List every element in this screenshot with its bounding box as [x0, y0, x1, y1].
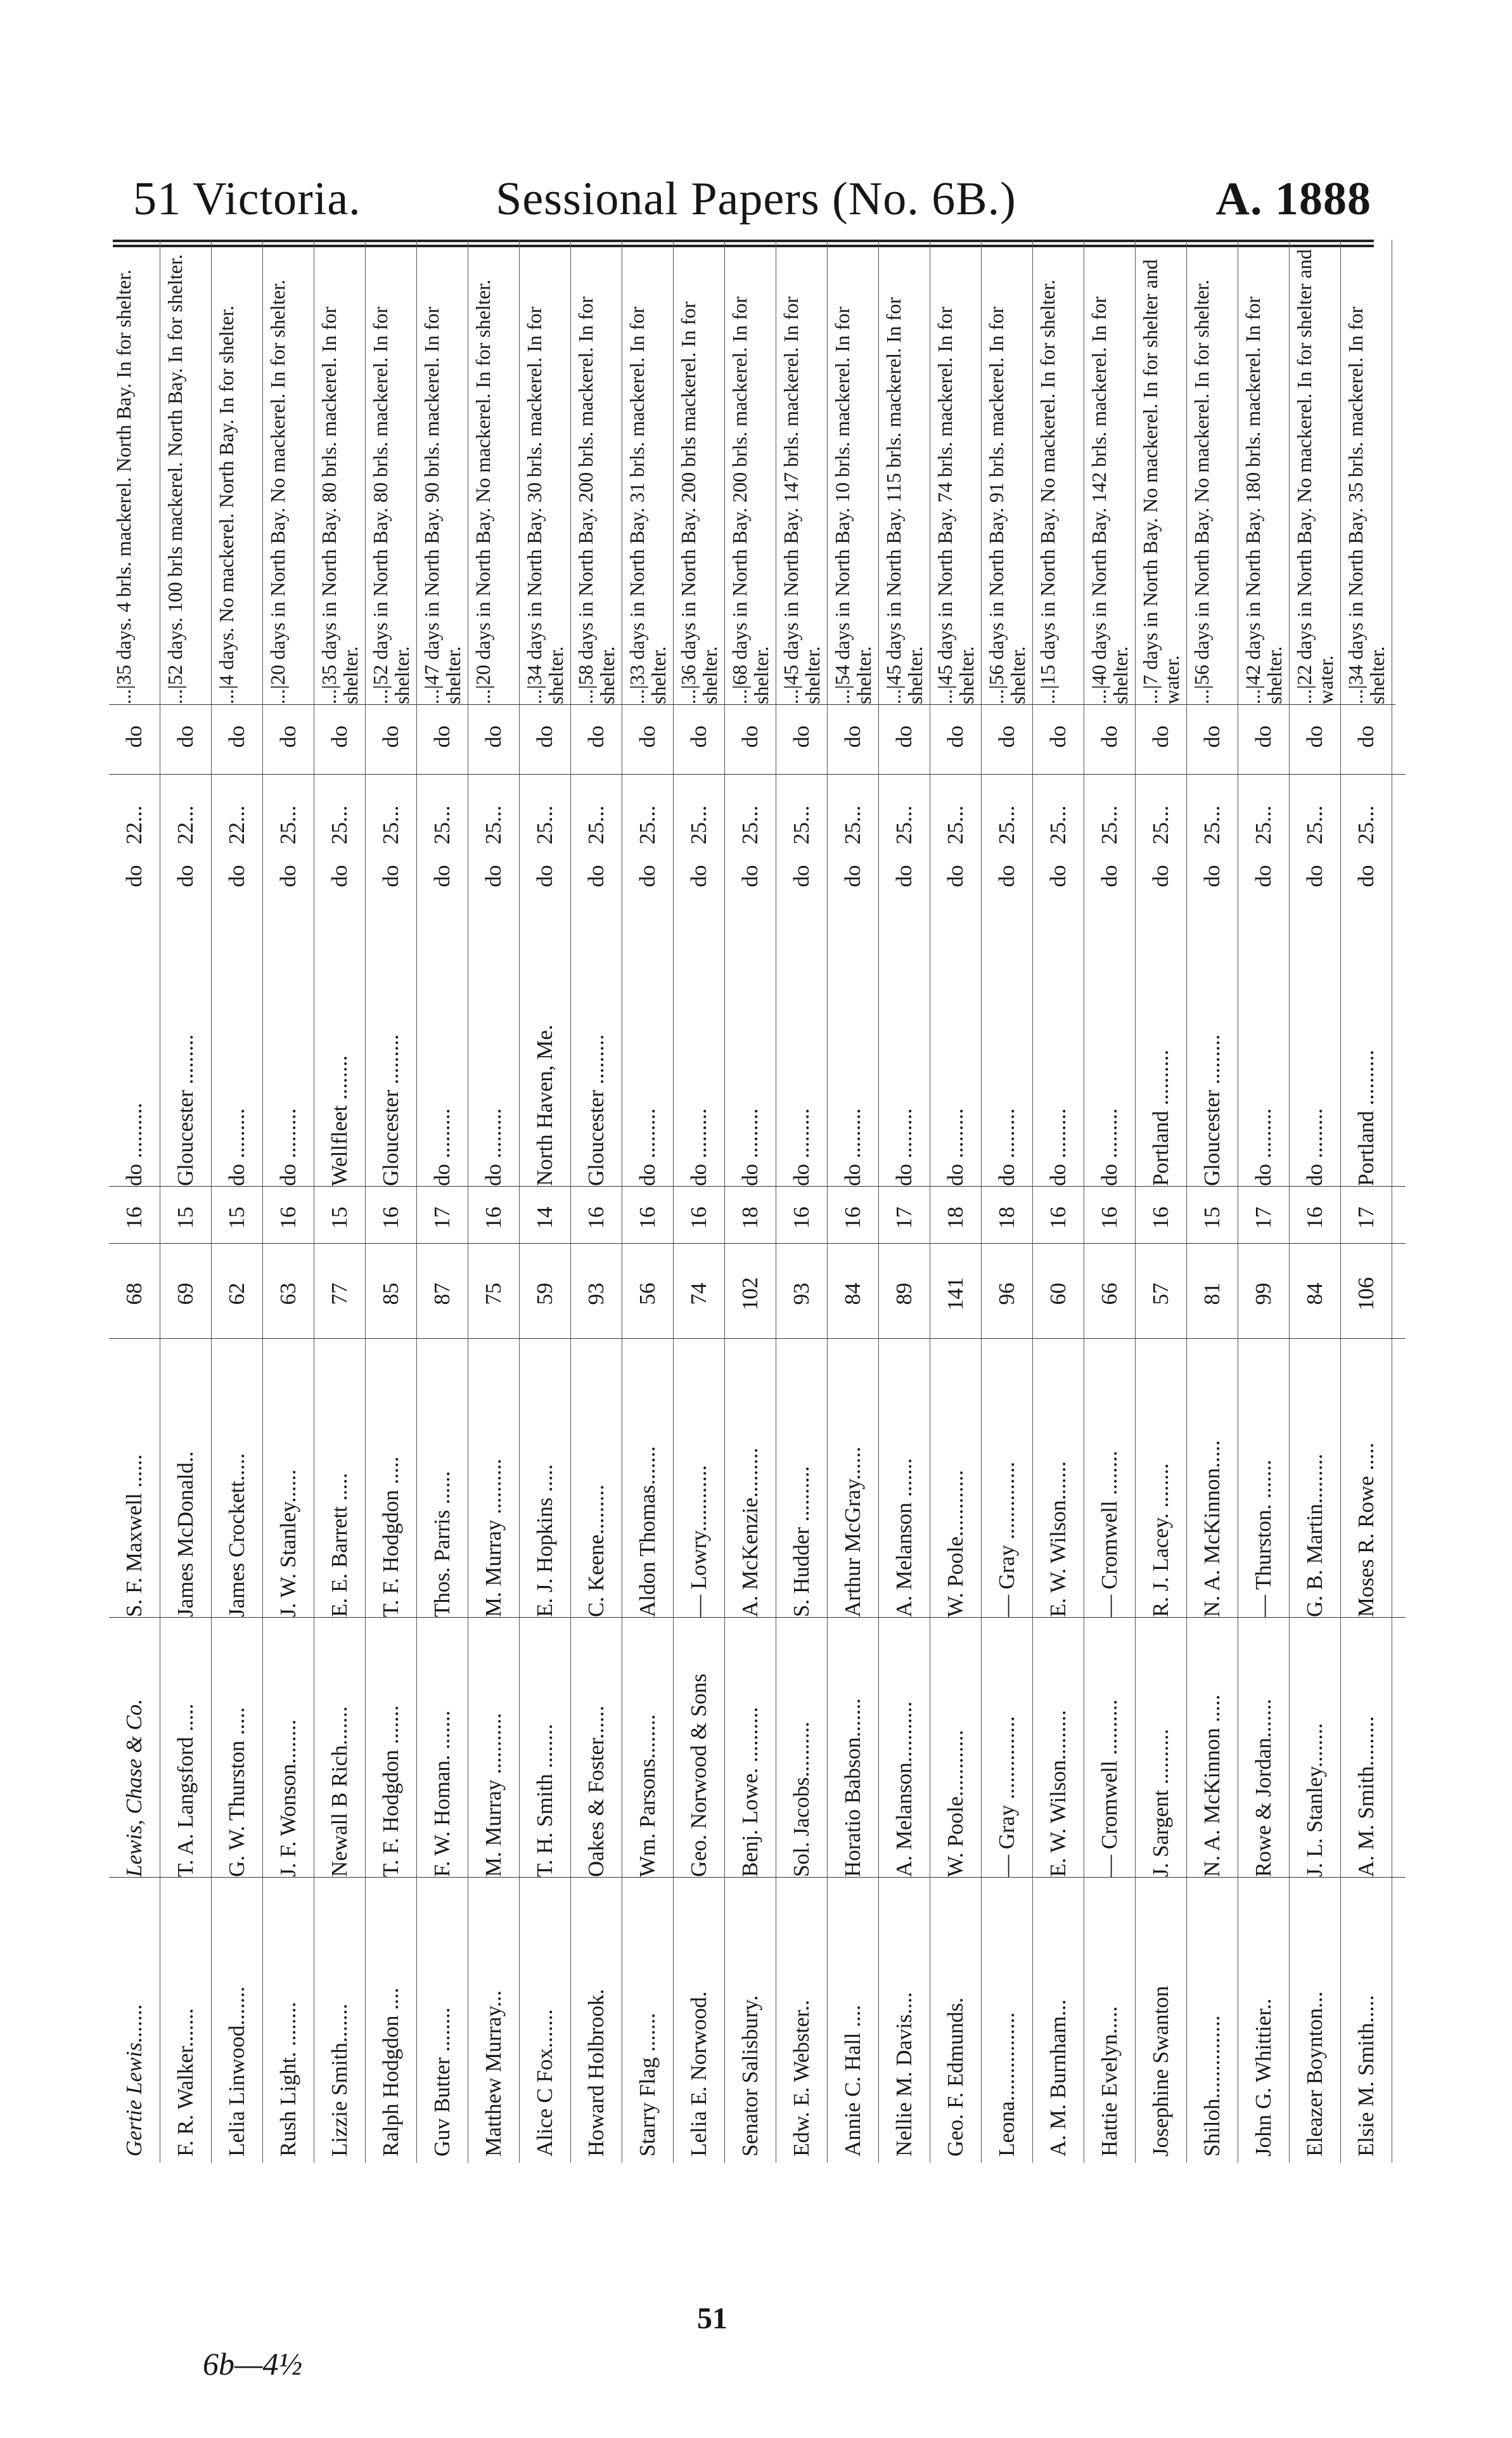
- cell-master: E. W. Wilson.......: [1033, 1345, 1098, 1618]
- cell-master: J. W. Stanley......: [263, 1345, 328, 1618]
- cell-remarks: ...|52 days in North Bay. 80 brls. mackerel. In for shelter.: [366, 248, 420, 705]
- cell-owner: T. H. Smith ........: [520, 1623, 584, 1878]
- cell-tonnage: 89: [879, 1249, 944, 1339]
- cell-crew: 16: [1033, 1192, 1098, 1244]
- cell-owner: T. A. Langsford .....: [160, 1623, 225, 1878]
- cell-d1: do: [1200, 865, 1224, 887]
- cell-vessel: Hattie Evelyn.....: [1097, 2006, 1122, 2157]
- cell-d3: do: [840, 725, 865, 748]
- cell-tonnage: 84: [1290, 1249, 1354, 1339]
- cell-remarks: ...|45 days in North Bay. 147 brls. mackerel. In for shelter.: [776, 248, 831, 705]
- cell-d2: 25...: [622, 774, 687, 844]
- cell-d3: do: [738, 725, 762, 748]
- cell-vessel: Eleazer Boynton...: [1302, 1991, 1327, 2157]
- cell-vessel: Howard Holbrook.: [584, 1989, 608, 2157]
- cell-vessel: John G. Whittier..: [1251, 1998, 1276, 2157]
- cell-d3: do: [173, 725, 198, 748]
- cell-remarks: ...|45 days in North Bay. 74 brls. mackerel. In for shelter.: [930, 248, 985, 705]
- table-row: [1238, 240, 1290, 2163]
- table-row: [160, 240, 212, 2163]
- cell-port: North Haven, Me.: [520, 913, 584, 1187]
- cell-crew: 16: [468, 1192, 533, 1244]
- cell-d1: do: [994, 865, 1019, 887]
- cell-tonnage: 59: [520, 1249, 584, 1339]
- table-row: [520, 240, 571, 2163]
- cell-crew: 15: [314, 1192, 379, 1244]
- cell-master: Aldon Thomas.......: [622, 1345, 687, 1618]
- cell-master: M. Murray ..........: [468, 1345, 533, 1618]
- cell-crew: 17: [1341, 1192, 1406, 1244]
- cell-crew: 16: [1290, 1192, 1354, 1244]
- cell-vessel: Lizzie Smith.......: [327, 2003, 352, 2157]
- year-label: A. 1888: [1215, 173, 1371, 225]
- cell-tonnage: 74: [674, 1249, 738, 1339]
- cell-vessel: Matthew Murray...: [481, 1990, 506, 2157]
- cell-remarks: ...|35 days in North Bay. 80 brls. mackerel. In for shelter.: [314, 248, 369, 705]
- cell-owner: Horatio Babson.......: [828, 1623, 892, 1878]
- cell-remarks: ...|33 days in North Bay. 31 brls. mackerel. In for shelter.: [622, 248, 677, 705]
- cell-tonnage: 60: [1033, 1249, 1098, 1339]
- cell-owner: M. Murray ...........: [468, 1623, 533, 1878]
- cell-tonnage: 56: [622, 1249, 687, 1339]
- cell-owner: E. W. Wilson.........: [1033, 1623, 1098, 1878]
- cell-tonnage: 75: [468, 1249, 533, 1339]
- cell-d2: 25...: [879, 774, 944, 844]
- cell-d3: do: [1302, 725, 1327, 748]
- cell-crew: 16: [109, 1192, 174, 1244]
- cell-master: N. A. McKinnon.....: [1187, 1345, 1252, 1618]
- table-row: [1033, 240, 1084, 2163]
- cell-d1: do: [1354, 865, 1378, 887]
- table-row: [622, 240, 674, 2163]
- cell-port: do .........: [930, 913, 995, 1187]
- cell-master: R. J. Lacey. ........: [1136, 1345, 1200, 1618]
- cell-remarks: ...|58 days in North Bay. 200 brls. mackerel. In for shelter.: [571, 248, 625, 705]
- cell-d2: 25...: [1033, 774, 1098, 844]
- cell-port: do .........: [776, 913, 841, 1187]
- cell-d2: 25...: [828, 774, 892, 844]
- cell-tonnage: 63: [263, 1249, 328, 1339]
- session-label: 51 Victoria.: [133, 173, 361, 225]
- cell-owner: — Cromwell ..........: [1084, 1623, 1149, 1878]
- cell-vessel: Elsie M. Smith.....: [1354, 1995, 1378, 2157]
- cell-owner: F. W. Homan. .......: [417, 1623, 482, 1878]
- table-row: [109, 240, 160, 2163]
- cell-tonnage: 62: [212, 1249, 276, 1339]
- cell-master: A. McKenzie.........: [725, 1345, 790, 1618]
- cell-d3: do: [1200, 725, 1224, 748]
- cell-d3: do: [584, 725, 608, 748]
- publication-title: Sessional Papers (No. 6B.): [496, 173, 1016, 225]
- cell-tonnage: 87: [417, 1249, 482, 1339]
- cell-tonnage: 102: [725, 1249, 790, 1339]
- cell-d1: do: [532, 865, 557, 887]
- cell-tonnage: 93: [776, 1249, 841, 1339]
- cell-vessel: Ralph Hodgdon ....: [378, 1987, 403, 2157]
- cell-crew: 18: [982, 1192, 1046, 1244]
- table-row: [982, 240, 1033, 2163]
- cell-port: do .........: [1238, 913, 1303, 1187]
- cell-crew: 16: [571, 1192, 636, 1244]
- cell-tonnage: 106: [1341, 1249, 1406, 1339]
- cell-remarks: ...|34 days in North Bay. 35 brls. mackerel. In for shelter.: [1341, 248, 1395, 705]
- cell-remarks: ...|52 days. 100 brls mackerel. North Bay. In for shelter.: [160, 248, 215, 705]
- cell-remarks: ...|36 days in North Bay. 200 brls mackerel. In for shelter.: [674, 248, 728, 705]
- cell-d1: do: [1148, 865, 1173, 887]
- cell-master: James McDonald..: [160, 1345, 225, 1618]
- table-row: [314, 240, 366, 2163]
- table-row: [674, 240, 725, 2163]
- cell-remarks: ...|45 days in North Bay. 115 brls. mackerel. In for shelter.: [879, 248, 933, 705]
- cell-master: E. J. Hopkins .....: [520, 1345, 584, 1618]
- cell-remarks: ...|34 days in North Bay. 30 brls. mackerel. In for shelter.: [520, 248, 574, 705]
- cell-owner: N. A. McKinnon .....: [1187, 1623, 1252, 1878]
- cell-d2: 25...: [520, 774, 584, 844]
- cell-d2: 25...: [1341, 774, 1406, 844]
- cell-port: do .........: [674, 913, 738, 1187]
- cell-remarks: ...|20 days in North Bay. No mackerel. In for shelter.: [263, 248, 317, 705]
- cell-vessel: Nellie M. Davis....: [892, 1992, 916, 2157]
- cell-master: G. B. Martin.........: [1290, 1345, 1354, 1618]
- cell-d2: 25...: [1238, 774, 1303, 844]
- cell-d1: do: [892, 865, 916, 887]
- cell-port: do .........: [468, 913, 533, 1187]
- table-row: [212, 240, 263, 2163]
- cell-port: do .........: [1084, 913, 1149, 1187]
- cell-vessel: Senator Salisbury.: [738, 1995, 762, 2157]
- cell-master: — Cromwell ........: [1084, 1345, 1149, 1618]
- cell-owner: T. F. Hodgdon .......: [366, 1623, 430, 1878]
- cell-d1: do: [1302, 865, 1327, 887]
- cell-d3: do: [481, 725, 506, 748]
- cell-d1: do: [1097, 865, 1122, 887]
- cell-d3: do: [327, 725, 352, 748]
- cell-tonnage: 93: [571, 1249, 636, 1339]
- cell-tonnage: 84: [828, 1249, 892, 1339]
- cell-d2: 22...: [160, 774, 225, 844]
- cell-owner: Rowe & Jordan.......: [1238, 1623, 1303, 1878]
- cell-master: S. Hudder ..........: [776, 1345, 841, 1618]
- cell-d1: do: [327, 865, 352, 887]
- cell-port: Gloucester .........: [1187, 913, 1252, 1187]
- cell-vessel: Lelia E. Norwood.: [686, 1991, 711, 2157]
- cell-remarks: ...|20 days in North Bay. No mackerel. In for shelter.: [468, 248, 523, 705]
- cell-remarks: ...|42 days in North Bay. 180 brls. mackerel. In for shelter.: [1238, 248, 1293, 705]
- cell-d2: 25...: [263, 774, 328, 844]
- cell-port: do .........: [1290, 913, 1354, 1187]
- cell-d2: 25...: [725, 774, 790, 844]
- cell-d2: 22...: [212, 774, 276, 844]
- cell-port: do .........: [725, 913, 790, 1187]
- cell-port: do .........: [417, 913, 482, 1187]
- cell-d3: do: [378, 725, 403, 748]
- cell-owner: Sol. Jacobs..........: [776, 1623, 841, 1878]
- cell-tonnage: 69: [160, 1249, 225, 1339]
- cell-vessel: Alice C Fox.......: [532, 2009, 557, 2157]
- cell-crew: 15: [1187, 1192, 1252, 1244]
- cell-port: do .........: [828, 913, 892, 1187]
- page-number: 51: [697, 2302, 727, 2335]
- cell-d3: do: [994, 725, 1019, 748]
- cell-tonnage: 77: [314, 1249, 379, 1339]
- cell-tonnage: 81: [1187, 1249, 1252, 1339]
- cell-d3: do: [1046, 725, 1070, 748]
- cell-owner: Benj. Lowe. ..........: [725, 1623, 790, 1878]
- cell-d2: 25...: [1187, 774, 1252, 844]
- cell-master: W. Poole............: [930, 1345, 995, 1618]
- cell-d1: do: [840, 865, 865, 887]
- cell-d2: 22...: [109, 774, 174, 844]
- table-row: [879, 240, 930, 2163]
- cell-d1: do: [430, 865, 454, 887]
- cell-d1: do: [276, 865, 300, 887]
- table-row: [776, 240, 828, 2163]
- cell-d1: do: [686, 865, 711, 887]
- cell-d3: do: [789, 725, 814, 748]
- cell-port: do .........: [622, 913, 687, 1187]
- table-row: [1341, 240, 1392, 2163]
- cell-d3: do: [1251, 725, 1276, 748]
- table-row: [1084, 240, 1136, 2163]
- table-row: [828, 240, 879, 2163]
- cell-d3: do: [1354, 725, 1378, 748]
- cell-d1: do: [1251, 865, 1276, 887]
- cell-tonnage: 85: [366, 1249, 430, 1339]
- cell-vessel: Gertie Lewis.......: [122, 2003, 146, 2157]
- cell-remarks: ...|35 days. 4 brls. mackerel. North Bay. In for shelter.: [109, 248, 163, 705]
- cell-tonnage: 99: [1238, 1249, 1303, 1339]
- cell-crew: 17: [1238, 1192, 1303, 1244]
- cell-port: Gloucester .........: [571, 913, 636, 1187]
- cell-port: do ..........: [109, 913, 174, 1187]
- cell-crew: 15: [212, 1192, 276, 1244]
- cell-crew: 14: [520, 1192, 584, 1244]
- cell-d2: 25...: [571, 774, 636, 844]
- cell-d3: do: [224, 725, 249, 748]
- cell-port: do .........: [982, 913, 1046, 1187]
- cell-remarks: ...|15 days in North Bay. No mackerel. In for shelter.: [1033, 248, 1087, 705]
- cell-d1: do: [1046, 865, 1070, 887]
- cell-owner: W. Poole............: [930, 1623, 995, 1878]
- cell-owner: J. F. Wonson........: [263, 1623, 328, 1878]
- table-row: [468, 240, 520, 2163]
- table-row: [1187, 240, 1238, 2163]
- cell-d1: do: [481, 865, 506, 887]
- cell-owner: Newall B Rich.......: [314, 1623, 379, 1878]
- cell-d3: do: [276, 725, 300, 748]
- cell-d2: 25...: [1290, 774, 1354, 844]
- cell-d1: do: [224, 865, 249, 887]
- cell-owner: A. M. Smith.........: [1341, 1623, 1406, 1878]
- cell-master: James Crockett.....: [212, 1345, 276, 1618]
- cell-remarks: ...|4 days. No mackerel. North Bay. In for shelter.: [212, 248, 266, 705]
- cell-master: S. F. Maxwell ......: [109, 1345, 174, 1618]
- cell-d1: do: [584, 865, 608, 887]
- cell-vessel: A. M. Burnham...: [1046, 1999, 1070, 2157]
- cell-d1: do: [943, 865, 968, 887]
- cell-d2: 25...: [468, 774, 533, 844]
- cell-d1: do: [789, 865, 814, 887]
- cell-d3: do: [122, 725, 146, 748]
- table-row: [263, 240, 314, 2163]
- cell-d3: do: [686, 725, 711, 748]
- cell-crew: 17: [879, 1192, 944, 1244]
- cell-remarks: ...|68 days in North Bay. 200 brls. mackerel. In for shelter.: [725, 248, 779, 705]
- cell-owner: — Gray ...............: [982, 1623, 1046, 1878]
- cell-crew: 15: [160, 1192, 225, 1244]
- cell-d1: do: [378, 865, 403, 887]
- cell-port: Gloucester .........: [160, 913, 225, 1187]
- cell-d3: do: [1148, 725, 1173, 748]
- cell-d2: 25...: [1084, 774, 1149, 844]
- vessel-table: [109, 240, 1388, 2163]
- cell-remarks: ...|56 days in North Bay. 91 brls. mackerel. In for shelter.: [982, 248, 1036, 705]
- cell-crew: 18: [930, 1192, 995, 1244]
- cell-remarks: ...|7 days in North Bay. No mackerel. In for shelter and water.: [1136, 248, 1190, 705]
- cell-crew: 16: [1084, 1192, 1149, 1244]
- cell-vessel: Edw. E. Webster..: [789, 2000, 814, 2157]
- cell-remarks: ...|47 days in North Bay. 90 brls. mackerel. In for shelter.: [417, 248, 471, 705]
- table-row: [1290, 240, 1341, 2163]
- cell-port: Gloucester .........: [366, 913, 430, 1187]
- table-row: [571, 240, 622, 2163]
- cell-d3: do: [943, 725, 968, 748]
- cell-remarks: ...|54 days in North Bay. 10 brls. mackerel. In for shelter.: [828, 248, 882, 705]
- sheet-signature: 6b—4½: [203, 2346, 302, 2382]
- cell-vessel: Geo. F. Edmunds.: [943, 1997, 968, 2157]
- cell-master: Arthur McGray......: [828, 1345, 892, 1618]
- cell-d1: do: [738, 865, 762, 887]
- cell-d2: 25...: [674, 774, 738, 844]
- cell-crew: 17: [417, 1192, 482, 1244]
- cell-d2: 25...: [366, 774, 430, 844]
- cell-master: E. E. Barrett .....: [314, 1345, 379, 1618]
- cell-tonnage: 66: [1084, 1249, 1149, 1339]
- cell-master: Thos. Parris ......: [417, 1345, 482, 1618]
- cell-crew: 16: [776, 1192, 841, 1244]
- cell-owner: Oakes & Foster......: [571, 1623, 636, 1878]
- cell-tonnage: 96: [982, 1249, 1046, 1339]
- cell-remarks: ...|40 days in North Bay. 142 brls. mackerel. In for shelter.: [1084, 248, 1139, 705]
- cell-owner: G. W. Thurston .....: [212, 1623, 276, 1878]
- cell-port: Wellfleet ........: [314, 913, 379, 1187]
- cell-d3: do: [430, 725, 454, 748]
- cell-master: C. Keene.........: [571, 1345, 636, 1618]
- cell-remarks: ...|22 days in North Bay. No mackerel. In for shelter and water.: [1290, 248, 1344, 705]
- cell-crew: 16: [263, 1192, 328, 1244]
- cell-crew: 16: [366, 1192, 430, 1244]
- cell-owner: A. Melanson...........: [879, 1623, 944, 1878]
- cell-owner: Lewis, Chase & Co.: [109, 1623, 174, 1878]
- cell-tonnage: 57: [1136, 1249, 1200, 1339]
- rotated-table-frame: [109, 240, 1388, 2163]
- cell-crew: 16: [1136, 1192, 1200, 1244]
- cell-vessel: Lelia Linwood.......: [224, 1986, 249, 2157]
- cell-vessel: Josephine Swanton: [1148, 1985, 1173, 2157]
- cell-d3: do: [1097, 725, 1122, 748]
- cell-crew: 18: [725, 1192, 790, 1244]
- cell-port: do .........: [1033, 913, 1098, 1187]
- cell-d1: do: [173, 865, 198, 887]
- cell-owner: J. L. Stanley........: [1290, 1623, 1354, 1878]
- cell-d2: 25...: [930, 774, 995, 844]
- cell-d2: 25...: [776, 774, 841, 844]
- cell-d1: do: [635, 865, 660, 887]
- cell-crew: 16: [622, 1192, 687, 1244]
- cell-master: — Lowry............: [674, 1345, 738, 1618]
- cell-vessel: Annie C. Hall ....: [840, 2004, 865, 2157]
- cell-d3: do: [532, 725, 557, 748]
- cell-vessel: Rush Light. ........: [276, 2001, 300, 2157]
- cell-d3: do: [892, 725, 916, 748]
- cell-crew: 16: [674, 1192, 738, 1244]
- table-row: [366, 240, 417, 2163]
- cell-vessel: Guv Butter ........: [430, 2007, 454, 2157]
- cell-port: Portland ..........: [1136, 913, 1200, 1187]
- cell-port: do .........: [263, 913, 328, 1187]
- cell-owner: Geo. Norwood & Sons: [674, 1623, 738, 1878]
- cell-master: T. F. Hodgdon .....: [366, 1345, 430, 1618]
- cell-d2: 25...: [417, 774, 482, 844]
- cell-master: — Thurston. .......: [1238, 1345, 1303, 1618]
- cell-owner: Wm. Parsons........: [622, 1623, 687, 1878]
- cell-crew: 16: [828, 1192, 892, 1244]
- cell-d3: do: [635, 725, 660, 748]
- cell-port: Portland ..........: [1341, 913, 1406, 1187]
- cell-d2: 25...: [982, 774, 1046, 844]
- cell-tonnage: 141: [930, 1249, 995, 1339]
- cell-remarks: ...|56 days in North Bay. No mackerel. In for shelter.: [1187, 248, 1241, 705]
- table-row: [417, 240, 468, 2163]
- cell-vessel: F. R. Walker.......: [173, 2008, 198, 2157]
- cell-vessel: Leona................: [994, 2012, 1019, 2157]
- cell-d2: 25...: [1136, 774, 1200, 844]
- cell-owner: J. Sargent ..........: [1136, 1623, 1200, 1878]
- cell-master: — Gray ..............: [982, 1345, 1046, 1618]
- cell-tonnage: 68: [109, 1249, 174, 1339]
- table-row: [725, 240, 776, 2163]
- cell-vessel: Shiloh...............: [1200, 2015, 1224, 2157]
- table-row: [930, 240, 982, 2163]
- cell-d2: 25...: [314, 774, 379, 844]
- cell-master: A. Melanson .......: [879, 1345, 944, 1618]
- cell-master: Moses R. Rowe .....: [1341, 1345, 1406, 1618]
- cell-vessel: Starry Flag .......: [635, 2013, 660, 2157]
- cell-port: do .........: [879, 913, 944, 1187]
- cell-port: do .........: [212, 913, 276, 1187]
- table-row: [1136, 240, 1187, 2163]
- cell-d1: do: [122, 865, 146, 887]
